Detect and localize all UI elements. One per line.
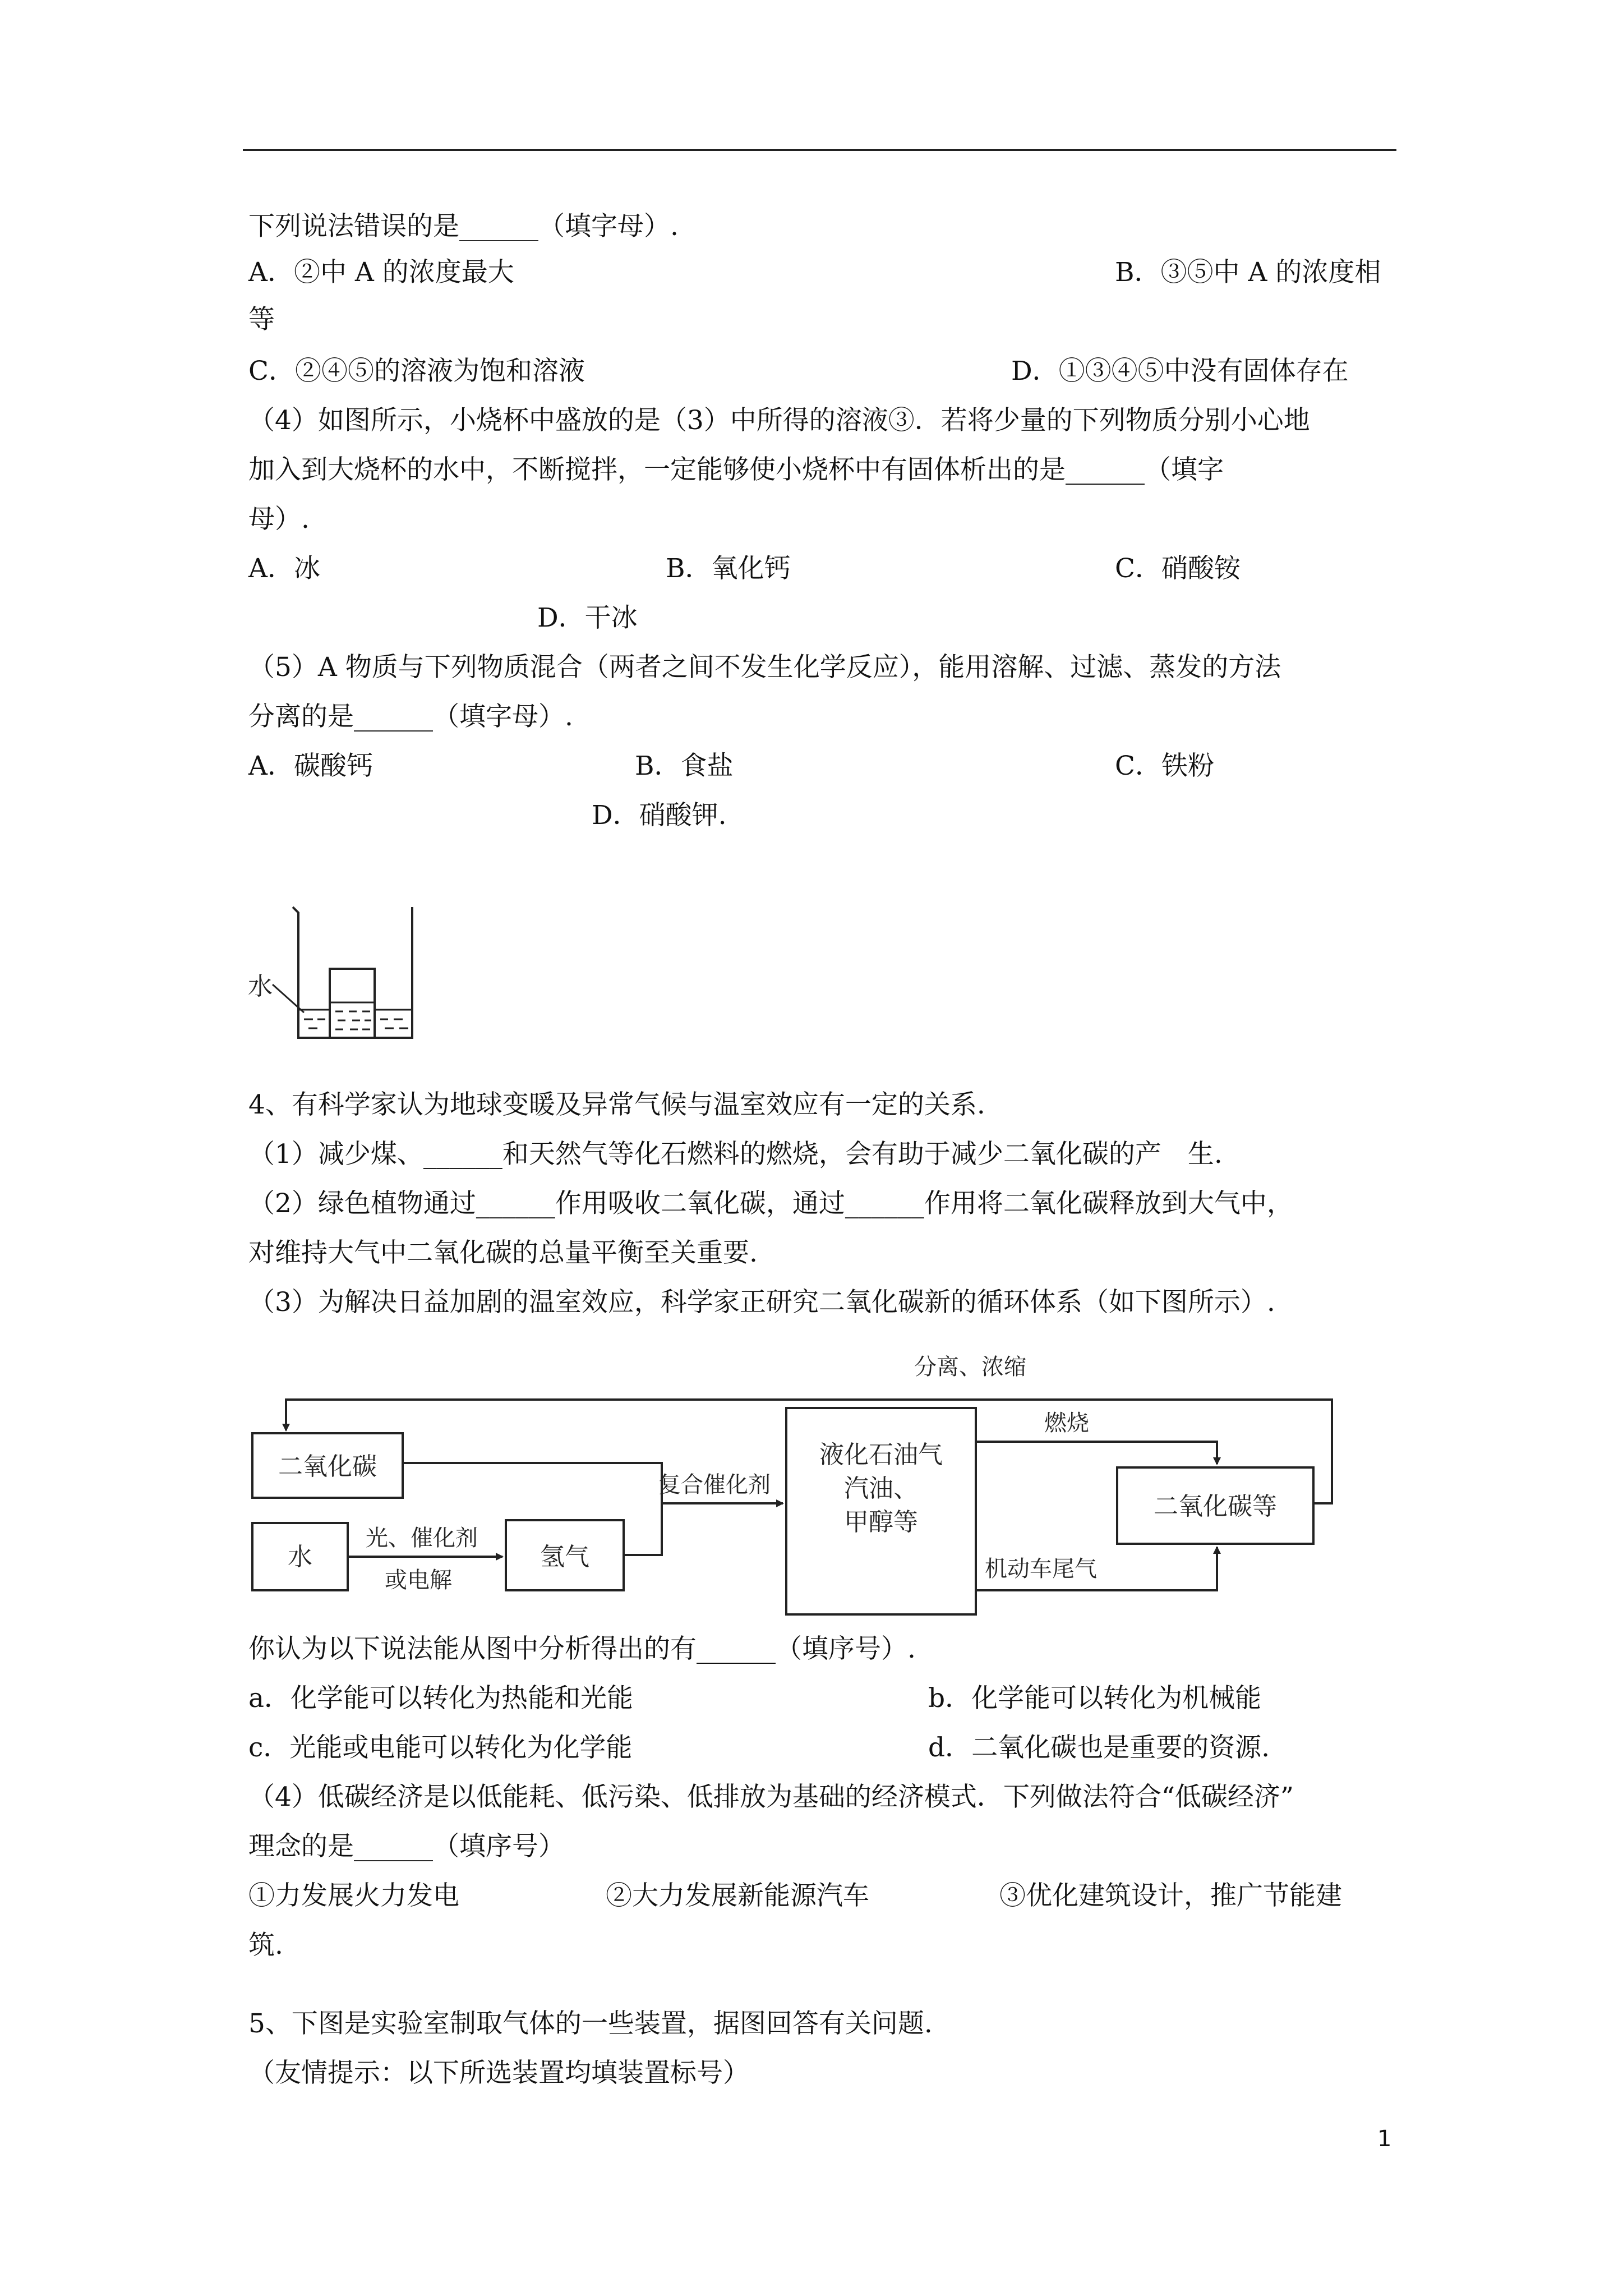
diagram-co2-etc-label: 二氧化碳等: [1154, 1492, 1277, 1521]
q4-part3-option-d: d．二氧化碳也是重要的资源.: [928, 1732, 1270, 1763]
q3-part5-option-d: D．硝酸钾.: [592, 800, 727, 831]
q4-part4-option-3-cont: 筑.: [248, 1930, 283, 1961]
q4-part4-option-2: ②大力发展新能源汽车: [606, 1880, 869, 1911]
q3-option-b-cont: 等: [248, 304, 275, 335]
page-number: 1: [1377, 2126, 1392, 2152]
q4-part3-question: 你认为以下说法能从图中分析得出的有______（填序号）.: [248, 1634, 916, 1664]
diagram-water-label: 水: [288, 1543, 312, 1571]
diagram-fuel-line2: 汽油、: [844, 1474, 918, 1503]
diagram-catalyst-label: 复合催化剂: [658, 1472, 771, 1498]
q3-option-a: A．②中 A 的浓度最大: [248, 257, 514, 288]
diagram-burn-label: 燃烧: [1044, 1410, 1089, 1436]
q3-option-b: B．③⑤中 A 的浓度相: [1115, 257, 1381, 288]
diagram-fuel-line1: 液化石油气: [819, 1441, 943, 1469]
q5-hint: （友情提示：以下所选装置均填装置标号）: [248, 2058, 749, 2088]
q4-part3: （3）为解决日益加剧的温室效应，科学家正研究二氧化碳新的循环体系（如下图所示）.: [248, 1287, 1275, 1318]
q3-part5-option-a: A．碳酸钙: [248, 751, 373, 781]
diagram-separate-label: 分离、浓缩: [914, 1354, 1026, 1380]
q3-part4-option-c: C．硝酸铵: [1115, 553, 1241, 584]
q3-part5-option-b: B．食盐: [635, 751, 734, 781]
q3-option-d: D．①③④⑤中没有固体存在: [1011, 356, 1349, 386]
q3-part5-option-c: C．铁粉: [1115, 751, 1214, 781]
q4-part4-line1: （4）低碳经济是以低能耗、低污染、低排放为基础的经济模式．下列做法符合“低碳经济”: [248, 1782, 1294, 1812]
diagram-electro-label: 或电解: [385, 1567, 452, 1593]
q4-stem: 4、有科学家认为地球变暖及异常气候与温室效应有一定的关系.: [248, 1089, 985, 1120]
q3-part4-option-b: B．氧化钙: [666, 553, 791, 584]
q3-part5-line1: （5）A 物质与下列物质混合（两者之间不发生化学反应），能用溶解、过滤、蒸发的方法: [248, 652, 1281, 683]
q4-part2-line2: 对维持大气中二氧化碳的总量平衡至关重要.: [248, 1237, 758, 1268]
q3-part4-option-a: A．冰: [248, 553, 320, 584]
q4-part4-option-3: ③优化建筑设计，推广节能建: [999, 1880, 1342, 1911]
q4-part3-option-b: b．化学能可以转化为机械能: [928, 1683, 1262, 1714]
beaker-water-label: 水: [248, 972, 273, 1001]
diagram-co2-label: 二氧化碳: [278, 1452, 377, 1481]
q4-part3-option-a: a．化学能可以转化为热能和光能: [248, 1683, 634, 1714]
diagram-exhaust-label: 机动车尾气: [985, 1556, 1097, 1582]
co2-cycle-diagram: [241, 1335, 1363, 1616]
q3-part4-line2: 加入到大烧杯的水中，不断搅拌，一定能够使小烧杯中有固体析出的是______（填字: [248, 454, 1224, 485]
q4-part3-option-c: c．光能或电能可以转化为化学能: [248, 1732, 633, 1763]
diagram-fuel-line3: 甲醇等: [844, 1508, 918, 1536]
header-rule: [243, 149, 1396, 151]
q3-option-c: C．②④⑤的溶液为饱和溶液: [248, 356, 585, 386]
q4-part4-line2: 理念的是______（填序号）: [248, 1831, 565, 1862]
q4-part1: （1）减少煤、______和天然气等化石燃料的燃烧，会有助于减少二氧化碳的产 生.: [248, 1139, 1223, 1170]
beaker-figure: [241, 900, 426, 1046]
q3-part4-line3: 母）.: [248, 504, 310, 535]
q4-part2-line1: （2）绿色植物通过______作用吸收二氧化碳，通过______作用将二氧化碳释放到大气中，: [248, 1188, 1293, 1219]
q5-stem: 5、下图是实验室制取气体的一些装置，据图回答有关问题.: [248, 2008, 933, 2039]
q3-part4-option-d: D．干冰: [537, 602, 638, 633]
diagram-hydrogen-label: 氢气: [540, 1543, 589, 1571]
q3-prompt: 下列说法错误的是______（填字母）.: [248, 211, 679, 242]
q3-part5-line2: 分离的是______（填字母）.: [248, 701, 573, 732]
diagram-light-label: 光、催化剂: [366, 1525, 478, 1551]
q4-part4-option-1: ①力发展火力发电: [248, 1880, 459, 1911]
q3-part4-line1: （4）如图所示，小烧杯中盛放的是（3）中所得的溶液③．若将少量的下列物质分别小心地: [248, 405, 1310, 436]
large-beaker: [293, 907, 412, 1038]
